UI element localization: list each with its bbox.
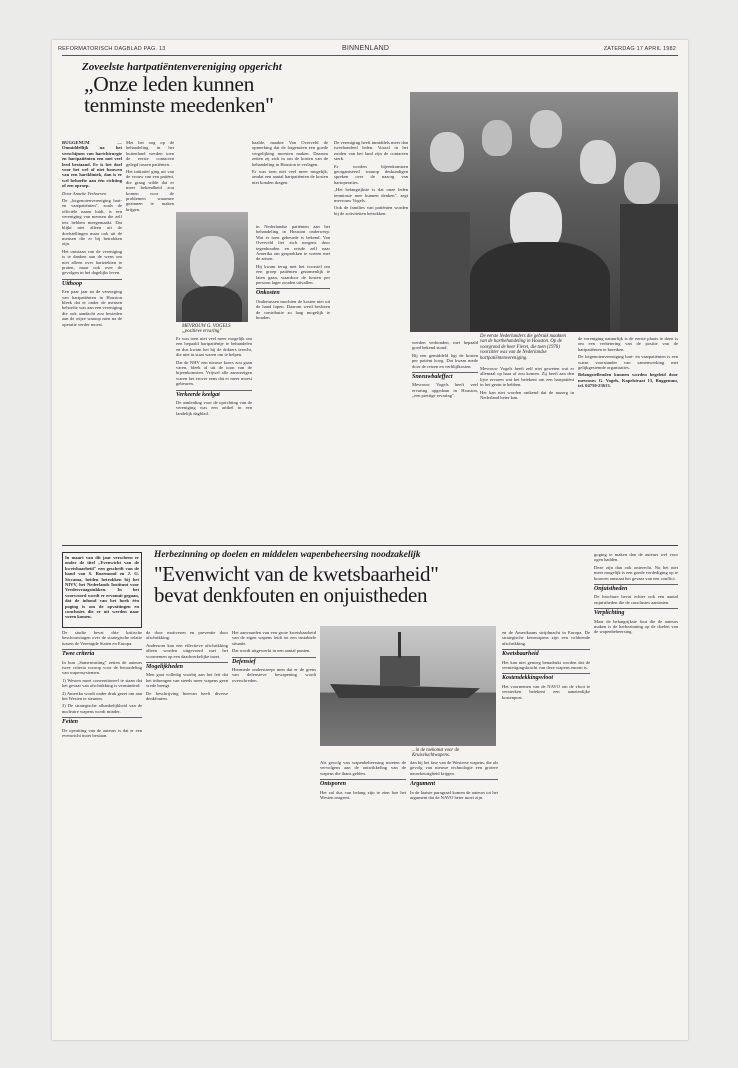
article1-lead: BUGGENUM — Onmiddellijk na het verschijnen van hartchirurgie en hartpatiënten een met veel leed bestaand. Er is het doel voor het wel of niet bouwen van een hartkliniek, dan is er wel behoefte aan één richting of een oproep. (62, 140, 122, 189)
article2-headline-line2: bevat denkfouten en onjuistheden (154, 583, 428, 607)
page-header (52, 40, 688, 56)
article2-subhead-5: Argument (410, 779, 498, 787)
article2-column-6: en de Amerikaans strijdmacht in Europa. De strategische kernwapens zijn een voldoende afschrikking. Kwetsbaarheid Het kan niet genoeg benadrukt worden dat de vernietigingskracht van deze wapens enorm is. Kostendekkingsvloot Het voornemen van de NAVO om de vloot te versterken betekent een aanzienlijke kostenpost. (502, 630, 590, 700)
portrait-caption (182, 324, 252, 335)
warship-superstructure (380, 656, 420, 686)
article2-point-3: 3) De strategische afhankelijkheid van de nucleaire wapens wordt minder. (62, 703, 142, 714)
portrait-body (182, 286, 242, 322)
photo-face (530, 110, 562, 148)
article1-subhead-uithoop: Uithoop (62, 279, 122, 287)
article1-column-2a: haalde, maakte Van Overveld de opmerking dat de lotgenoten een goede vergelijking moesten maken. Daarom zetten zij zich in om de kosten van de behandeling in Houston te verlagen. Er was toen niet veel meer mogelijk, omdat een aantal hartpatiënten de kosten niet konden dragen. (252, 140, 328, 185)
group-photo (410, 92, 678, 332)
article1-column-1: BUGGENUM — Onmiddellijk na het verschijnen van hartchirurgie en hartpatiënten een met veel leed bestaand. Er is het doel voor het wel of niet bouwen van een hartkliniek, dan is er wel behoefte aan één richting of een oproep. Door Anneke Verhoeven De „lotgenotenvereniging hart- en vaatpatiënten", zoals de officiële naam luidt, is een vereniging van mensen die zelf iets hebben meegemaakt. Dat blijkt niet alleen uit de doelstellingen maar ook uit de mensen die er bij betrokken zijn. Het ontstaan van de vereniging is te danken aan de wens om niet alleen over hartziekten te praten, maar ook over de gevolgen in het dagelijks leven. Uithoop Een paar jaar na de verzorging van hartpatiënten in Houston bleek dat er onder de mensen behoefte was aan een vereniging die ook aandacht zou besteden aan de wijze waarop men na de operatie verder moest. (62, 140, 122, 327)
article1-column-6: Mevrouw Vogels heeft zelf niet geweten wat er allemaal op haar af zou komen. Zij heeft aan den lijve ervaren wat het betekent om een hartpatiënt in het gezin te hebben. Het kan niet worden ontkend dat de nazorg in Nederland beter kan. (480, 366, 574, 401)
article2-subhead-1: Feiten (62, 717, 142, 725)
article2-subhead-8: Onjuistheden (594, 584, 678, 592)
article2-subhead-0: Twee criteria (62, 649, 142, 657)
group-photo-caption: De eerste Nederlanders die gebruik maakten van de hartbehandeling in Houston. Op de voorgrond de heer Fieret, die toen (1976) voorzitter was van de Nederlandse hartpatiëntenvereniging. (480, 334, 566, 361)
warship-caption: ...in de toekomst voor de Kruisvluchtwapens. (412, 748, 460, 759)
article1-kicker: Zoveelste hartpatiëntenvereniging opgericht (82, 61, 282, 73)
article2-subhead-4: Ontsporen (320, 779, 406, 787)
article2-kicker: Herbezinning op doelen en middelen wapenbeheersing noodzakelijk (154, 550, 421, 560)
article1-column-1b: Met het oog op de behandeling in het buitenland werden toen de eerste contacten gelegd tussen patiënten. Het initiatief ging uit van de vrouw van een patiënt, die graag wilde dat er meer bekendheid zou komen voor de problemen waarmee gezinnen te maken krijgen. (126, 140, 174, 212)
photo-face (430, 132, 464, 172)
article2-column-7: goging te maken dan de auteurs wel voor ogen hadden. Deze zijn dan ook onterecht. Nu het niet meer mogelijk is een goede verdediging op te bouwen ontstaat het gevaar van een conflict. Onjuistheden De brochure bevat echter ook een aantal onjuistheden die de conclusies aantasten. Verplichting Maar de belangrijkste fout die de auteurs maken is de herbezinning op de doelen van de wapenbeheersing. (594, 552, 678, 635)
warship-photo (320, 626, 496, 746)
article1-contact: Belangstellenden kunnen worden begeleid door mevrouw G. Vogels, Kapelstraat 13, Buggenum, tel. 04750-23613. (578, 372, 678, 389)
article1-subhead-keelgat: Verkeerde keelgat (176, 390, 252, 398)
article2-column-1: De studie bevat drie kritische beschouwingen over de strategische relatie tussen de Verenigde Staten en Europa. Twee criteria In hun „Samenvatting" zetten de auteurs twee criteria voorop voor de beoordeling van wapensystemen. 1) Westen moet conventioneel te staan dat het gevaar van afschrikking is verminderd. 2) Amerika wordt onder druk gezet om aan het Westen te steunen. 3) De strategische afhankelijkheid van de nucleaire wapens wordt minder. Feiten De opvatting van de auteurs is dat er een evenwicht moet bestaan. (62, 630, 142, 739)
article1-column-7: de vereniging natuurlijk is de eerste plaats te doen is om een verbetering van de positie van de hartpatiënten te bereiken. De lotgenotenvereniging hart- en vaatpatiënten is een warm voorstander van samenwerking met gelijkgestemde organisaties. Belangstellenden kunnen worden begeleid door mevrouw G. Vogels, Kapelstraat 13, Buggenum, tel. 04750-23613. (578, 336, 678, 389)
photo-figure-body (620, 204, 678, 332)
article1-headline-line2: tenminste meedenken" (84, 93, 274, 117)
photo-face (624, 162, 660, 204)
article-divider (62, 545, 678, 546)
article2-subhead-9: Verplichting (594, 608, 678, 616)
article1-byline: Door Anneke Verhoeven (62, 190, 107, 196)
article2-headline-line1: "Evenwicht van de kwetsbaarheid" (154, 562, 439, 586)
portrait-caption-quote: „positieve ervaring" (182, 329, 222, 335)
article2-column-5: dan bij het fase van de Westerse wapens, die als gevolg van nieuwe technologie een grotere nauwkeurigheid krijgen. Argument In de laatste paragraaf komen de auteurs tot het argument dat de NAVO beter moet zijn. (410, 760, 498, 801)
article1-column-3: in Nederlandse patiënten aan het behandeling in Houston onderwerp. Wat er toen gebeurde is bekend. Van Overveld liet zich nergens door tegenhouden en reisde zelf naar Amerika om gesprekken te voeren met de artsen. Hij kwam terug met het voorstel om een groep patiënten gezamenlijk te laten gaan, waardoor de kosten per persoon lager zouden uitvallen. Onkosten Ondertussen mochten de kosten niet uit de hand lopen. Daarom werd besloten de contributie zo laag mogelijk te houden. (256, 224, 330, 321)
article1-subhead-sneeuwbal: Sneeuwbaleffect (412, 372, 478, 380)
article2-subhead-2: Mogelijkheden (146, 662, 228, 670)
portrait-photo (176, 212, 248, 322)
header-date: ZATERDAG 17 APRIL 1982 (603, 46, 676, 52)
warship-mast (398, 632, 401, 658)
header-rule (62, 55, 678, 56)
article1-headline (84, 74, 274, 116)
article2-intro: In maart van dit jaar verscheen er onder de titel „Evenwicht van de kwetsbaarheid" een geschrift van de hand van S. Rozemond en J. G. Siccama, beiden betrokken bij het NIVV, het Nederlands Instituut voor Vredesvraagstukken. In het voorwoord wordt er ervanuit gegaan, dat de inhoud van het boek één poging is om de opvattingen en conclusies die er uit werden naar voren komen. (65, 555, 139, 620)
article2-column-3: Het aanvaarden van een grote kwetsbaarheid van de eigen wapens leidt tot een instabiele situatie. Dat wordt uitgewerkt in een aantal punten. Defensief Hiermede onderstreept men dat er de grens van defensieve bewapening wordt overschreden. (232, 630, 316, 683)
article2-subhead-7: Kostendekkingsvloot (502, 673, 590, 681)
article1-column-2: Er was toen niet veel meer mogelijk om een bepaald hartpatiëntje te behandelen en dus kwam het bij de dokters terecht, die niet in staat waren om te helpen. Dat de NHV een nieuwe koers zou gaan varen, bleek al uit de toon van de bijeenkomsten. Vrijwel alle aanwezigen waren het erover eens dat er meer moest gebeuren. Verkeerde keelgat De aanleiding voor de oprichting van de vereniging was een artikel in een landelijk dagblad. (176, 336, 252, 416)
photo-figure-body (470, 242, 610, 332)
article2-subhead-6: Kwetsbaarheid (502, 649, 590, 657)
article1-headline-line1: „Onze leden kunnen (84, 72, 255, 96)
portrait-caption-name: MEVROUW G. VOGELS (182, 324, 231, 329)
article2-point-1: 1) Westen moet conventioneel te staan dat het gevaar van afschrikking is verminderd. (62, 677, 142, 689)
article2-subhead-3: Defensief (232, 657, 316, 665)
header-publication: REFORMATORISCH DAGBLAD PAG. 13 (58, 46, 166, 52)
article2-column-2: de door motiveren en preventie door afschrikking. Andersom kan een effectieve afschrikking alleen worden uitgevoerd met het voornemen op een daadwerkelijke inzet. Mogelijkheden Men gaat volledig voorbij aan het feit dat het inbrengen van steeds meer wapens geen vrede brengt. De beschrijving hiervan heeft diverse denkfouten. (146, 630, 228, 702)
photo-figure-body (410, 212, 470, 332)
article2-point-2: 2) Amerika wordt onder druk gezet om aan het Westen te steunen. (62, 690, 142, 702)
article2-intro-box (62, 552, 142, 628)
photo-face (580, 140, 616, 184)
portrait-face (190, 236, 234, 288)
header-section: BINNENLAND (342, 45, 390, 52)
photo-face (482, 120, 512, 156)
article2-headline (154, 564, 439, 606)
article1-subhead-onkosten: Onkosten (256, 288, 330, 296)
article1-column-5: werden verbonden, met bepaald goed bekend stond. Bij een gemiddeld ligt de kosten per patiënt hoog. Dat kwam mede door de reizen en verblijfkosten. Sneeuwbaleffect Mevrouw Vogels heeft veel ervaring opgedaan in Houston, „een prettige ervaring". (412, 340, 478, 399)
warship-hull (330, 684, 480, 698)
article1-column-4: De vereniging heeft inmiddels meer dan tweehonderd leden. Vooral in het zuiden van het land zijn de contacten sterk. Er worden bijeenkomsten georganiseerd waarop deskundigen spreken over de nazorg van hartoperaties. „Het belangrijkste is dat onze leden tenminste mee kunnen denken", zegt mevrouw Vogels. Ook de families van patiënten worden bij de activiteiten betrokken. (334, 140, 408, 216)
newspaper-page (52, 40, 688, 1040)
article2-column-4: Als gevolg van wapenbeheersing moeten de vervolgens aan de ontwikkeling van de wapens die thans gelden. Ontsporen Het zal dus van belang zijn te zien hoe het Westen reageert. (320, 760, 406, 801)
